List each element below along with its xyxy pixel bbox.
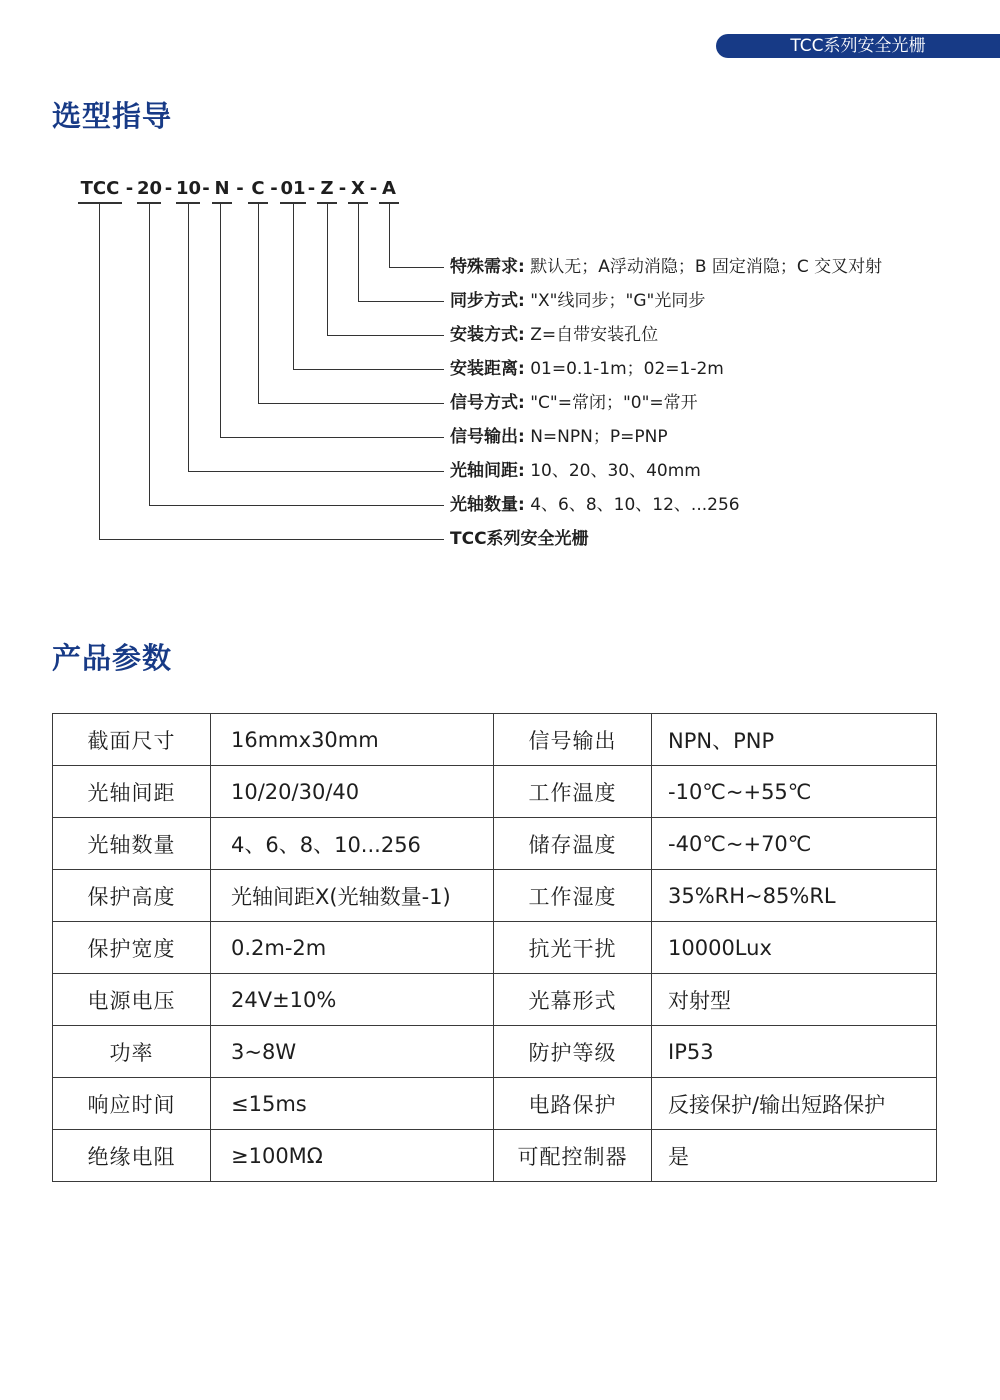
connector-horizontal bbox=[220, 437, 444, 438]
table-row bbox=[53, 1130, 937, 1182]
param-value: 0.2m-2m bbox=[211, 922, 494, 974]
code-separator: - bbox=[307, 178, 316, 199]
param-label: 绝缘电阻 bbox=[53, 1130, 211, 1182]
code-description-key: 信号输出: bbox=[450, 427, 525, 447]
param-label: 储存温度 bbox=[494, 818, 652, 870]
code-description bbox=[450, 358, 724, 380]
param-value: 35%RH~85%RL bbox=[652, 870, 937, 922]
param-value: 是 bbox=[652, 1130, 937, 1182]
code-description-key: 信号方式: bbox=[450, 393, 525, 413]
connector-horizontal bbox=[327, 335, 444, 336]
param-value: -10℃~+55℃ bbox=[652, 766, 937, 818]
code-description-value: Z=自带安装孔位 bbox=[524, 325, 659, 345]
code-separator: - bbox=[202, 178, 210, 199]
param-value: 光轴间距X(光轴数量-1) bbox=[211, 870, 494, 922]
param-value: -40℃~+70℃ bbox=[652, 818, 937, 870]
param-label: 响应时间 bbox=[53, 1078, 211, 1130]
connector-vertical bbox=[389, 204, 390, 267]
connector-vertical bbox=[220, 204, 221, 437]
param-value: 对射型 bbox=[652, 974, 937, 1026]
connector-horizontal bbox=[358, 301, 444, 302]
code-description-value: 4、6、8、10、12、...256 bbox=[524, 495, 740, 515]
selection-guide-title: 选型指导 bbox=[52, 99, 173, 133]
code-description bbox=[450, 392, 698, 414]
code-description-key: 安装距离: bbox=[450, 359, 525, 379]
code-description-value: 默认无；A浮动消隐；B 固定消隐；C 交叉对射 bbox=[524, 257, 883, 277]
code-description-value: 10、20、30、40mm bbox=[524, 461, 701, 481]
connector-vertical bbox=[99, 204, 100, 539]
param-value: 4、6、8、10...256 bbox=[211, 818, 494, 870]
code-separator: - bbox=[338, 178, 347, 199]
param-value: 16mmx30mm bbox=[211, 714, 494, 766]
param-value: 反接保护/输出短路保护 bbox=[652, 1078, 937, 1130]
code-description-value: N=NPN；P=PNP bbox=[524, 427, 668, 447]
param-label: 信号输出 bbox=[494, 714, 652, 766]
param-value: 24V±10% bbox=[211, 974, 494, 1026]
code-description bbox=[450, 426, 668, 448]
code-description-value: "C"=常闭；"0"=常开 bbox=[524, 393, 698, 413]
param-label: 功率 bbox=[53, 1026, 211, 1078]
code-description bbox=[450, 324, 658, 346]
code-description bbox=[450, 528, 589, 550]
code-description bbox=[450, 256, 882, 278]
code-description-key: 同步方式: bbox=[450, 291, 525, 311]
param-label: 防护等级 bbox=[494, 1026, 652, 1078]
code-description-key: TCC系列安全光栅 bbox=[450, 529, 589, 549]
code-description-key: 光轴数量: bbox=[450, 495, 525, 515]
param-value: 10000Lux bbox=[652, 922, 937, 974]
code-description-key: 特殊需求: bbox=[450, 257, 525, 277]
table-row bbox=[53, 818, 937, 870]
code-description bbox=[450, 290, 705, 312]
param-label: 保护宽度 bbox=[53, 922, 211, 974]
connector-vertical bbox=[258, 204, 259, 403]
code-segment: N bbox=[212, 176, 232, 204]
code-separator: - bbox=[369, 178, 378, 199]
code-segment: X bbox=[348, 176, 368, 204]
table-row bbox=[53, 766, 937, 818]
param-label: 工作温度 bbox=[494, 766, 652, 818]
param-label: 电源电压 bbox=[53, 974, 211, 1026]
code-separator: - bbox=[236, 178, 244, 199]
connector-vertical bbox=[149, 204, 150, 505]
code-segment: C bbox=[248, 176, 268, 204]
param-label: 抗光干扰 bbox=[494, 922, 652, 974]
param-value: 3~8W bbox=[211, 1026, 494, 1078]
table-row bbox=[53, 974, 937, 1026]
connector-horizontal bbox=[149, 505, 444, 506]
connector-vertical bbox=[188, 204, 189, 471]
connector-horizontal bbox=[389, 267, 444, 268]
code-description-value: 01=0.1-1m；02=1-2m bbox=[524, 359, 724, 379]
connector-horizontal bbox=[188, 471, 444, 472]
param-label: 工作湿度 bbox=[494, 870, 652, 922]
connector-vertical bbox=[293, 204, 294, 369]
code-description-key: 安装方式: bbox=[450, 325, 525, 345]
code-description-key: 光轴间距: bbox=[450, 461, 525, 481]
code-segment: A bbox=[379, 176, 399, 204]
param-value: 10/20/30/40 bbox=[211, 766, 494, 818]
table-row bbox=[53, 870, 937, 922]
table-row bbox=[53, 714, 937, 766]
code-segment: 10 bbox=[176, 176, 200, 204]
param-label: 截面尺寸 bbox=[53, 714, 211, 766]
table-row bbox=[53, 1078, 937, 1130]
connector-vertical bbox=[358, 204, 359, 301]
code-separator: - bbox=[270, 178, 278, 199]
series-tag: TCC系列安全光栅 bbox=[716, 34, 1000, 58]
code-separator: - bbox=[164, 178, 173, 199]
connector-horizontal bbox=[99, 539, 444, 540]
table-row bbox=[53, 1026, 937, 1078]
product-params-title: 产品参数 bbox=[52, 641, 173, 675]
code-description-value: "X"线同步；"G"光同步 bbox=[524, 291, 706, 311]
param-value: NPN、PNP bbox=[652, 714, 937, 766]
code-segment: Z bbox=[317, 176, 337, 204]
param-label: 光轴数量 bbox=[53, 818, 211, 870]
param-label: 电路保护 bbox=[494, 1078, 652, 1130]
product-params-table bbox=[52, 713, 937, 1182]
param-value: IP53 bbox=[652, 1026, 937, 1078]
connector-vertical bbox=[327, 204, 328, 335]
param-label: 可配控制器 bbox=[494, 1130, 652, 1182]
code-separator: - bbox=[125, 178, 134, 199]
table-row bbox=[53, 922, 937, 974]
param-value: ≥100MΩ bbox=[211, 1130, 494, 1182]
connector-horizontal bbox=[258, 403, 444, 404]
param-value: ≤15ms bbox=[211, 1078, 494, 1130]
param-label: 光轴间距 bbox=[53, 766, 211, 818]
code-description bbox=[450, 460, 701, 482]
connector-horizontal bbox=[293, 369, 444, 370]
code-description bbox=[450, 494, 740, 516]
param-label: 光幕形式 bbox=[494, 974, 652, 1026]
code-segment: 20 bbox=[137, 176, 161, 204]
param-label: 保护高度 bbox=[53, 870, 211, 922]
code-segment: TCC bbox=[78, 176, 122, 204]
code-segment: 01 bbox=[280, 176, 306, 204]
